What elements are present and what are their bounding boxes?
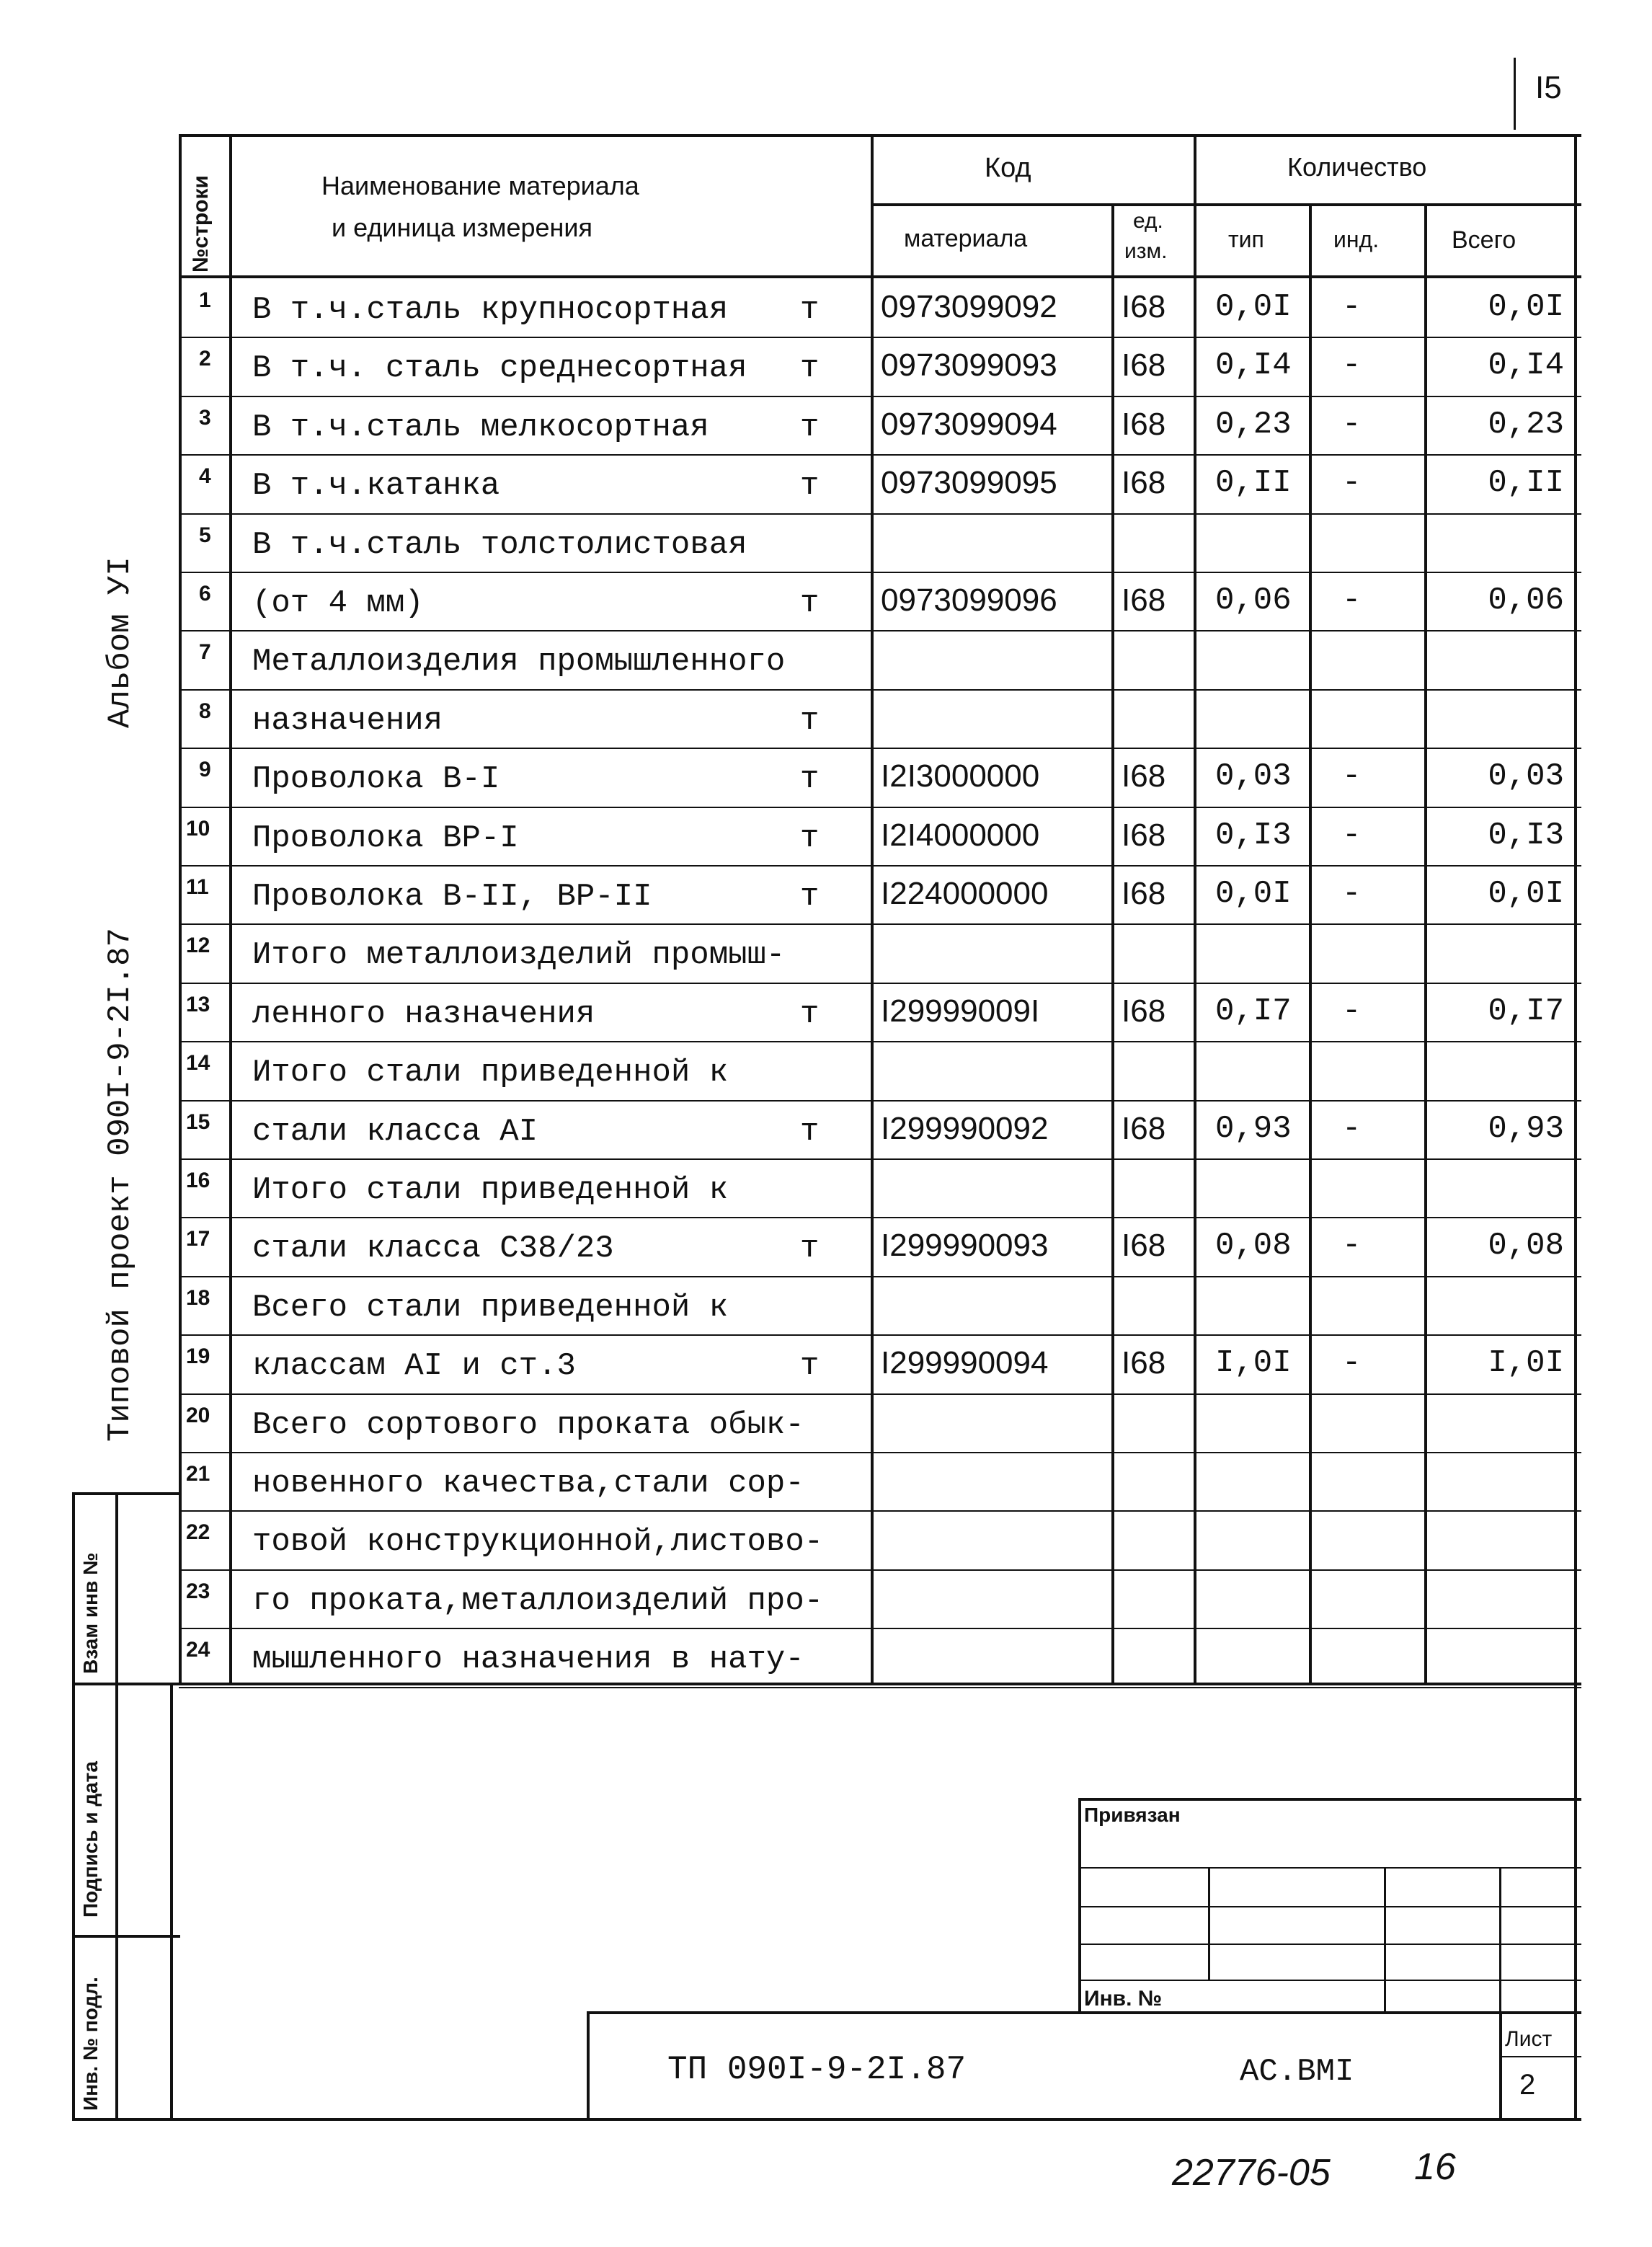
qty-type: 0,03	[1215, 758, 1292, 794]
row-number: 12	[186, 934, 210, 957]
material-code: I29999009I	[881, 993, 1040, 1029]
col-line-type	[1309, 203, 1312, 1685]
privyazan-line3	[1078, 1944, 1581, 1945]
row-divider	[179, 1041, 1581, 1042]
footer-page: 16	[1414, 2146, 1456, 2188]
material-name: В т.ч.сталь крупносортная	[252, 292, 729, 328]
privyazan-col3	[1499, 1867, 1501, 2011]
header-row-number: №строки	[189, 175, 213, 272]
material-code: I2I3000000	[881, 758, 1040, 794]
unit-of-measure: т	[800, 409, 820, 446]
privyazan-line2	[1078, 1906, 1581, 1907]
material-code: 0973099093	[881, 347, 1057, 383]
qty-total: 0,I4	[1488, 347, 1564, 384]
qty-type: 0,93	[1215, 1111, 1292, 1147]
material-name: стали класса С38/23	[252, 1231, 614, 1267]
page-number-mark	[1514, 58, 1516, 130]
col-line-code	[1111, 203, 1114, 1685]
side-stamp-line2	[72, 1935, 180, 1938]
col-line-ind	[1424, 203, 1427, 1685]
row-divider	[179, 689, 1581, 691]
material-name: Проволока В-II, ВР-II	[252, 879, 652, 915]
row-divider	[179, 572, 1581, 573]
header-unit-line1: ед.	[1133, 209, 1163, 233]
row-number: 4	[199, 464, 211, 488]
qty-type: 0,23	[1215, 407, 1292, 443]
material-name: мышленного назначения в нату-	[252, 1641, 804, 1678]
row-number: 6	[199, 582, 211, 606]
privyazan-line1	[1078, 1867, 1581, 1869]
inv-no-label: Инв. №	[1084, 1987, 1163, 2011]
frame-right	[1574, 1683, 1577, 2121]
qty-total: 0,II	[1488, 465, 1564, 501]
qty-total: 0,23	[1488, 407, 1564, 443]
material-name: В т.ч.сталь мелкосортная	[252, 409, 709, 446]
header-type: тип	[1228, 226, 1264, 252]
stamp-mark: АС.ВМI	[1240, 2054, 1354, 2090]
qty-total: 0,03	[1488, 758, 1564, 794]
privyazan-col2	[1384, 1867, 1386, 2011]
material-name: Металлоизделия промышленного	[252, 644, 786, 680]
qty-type: 0,II	[1215, 465, 1292, 501]
table-bottom-border	[179, 1683, 1581, 1685]
qty-type: 0,06	[1215, 582, 1292, 619]
side-stamp-left	[72, 1492, 75, 2121]
unit-of-measure: т	[800, 468, 820, 504]
header-material: материала	[904, 225, 1028, 252]
row-number: 2	[199, 347, 211, 371]
unit-of-measure: т	[800, 350, 820, 386]
side-album-label: Альбом УI	[102, 557, 138, 728]
unit-of-measure: т	[800, 1348, 820, 1384]
privyazan-col1	[1208, 1867, 1210, 1980]
row-divider	[179, 1158, 1581, 1160]
row-divider	[179, 1687, 1581, 1688]
header-split-line	[871, 203, 1581, 206]
material-name: Всего стали приведенной к	[252, 1290, 729, 1326]
row-divider	[179, 748, 1581, 749]
row-number: 5	[199, 523, 211, 547]
header-quantity: Количество	[1287, 152, 1427, 182]
row-number: 1	[199, 288, 211, 312]
row-divider	[179, 1217, 1581, 1218]
row-divider	[179, 865, 1581, 867]
material-name: го проката,металлоизделий про-	[252, 1583, 824, 1619]
material-code: 0973099096	[881, 582, 1057, 618]
unit-of-measure: т	[800, 292, 820, 328]
row-number: 16	[186, 1169, 210, 1192]
row-number: 8	[199, 699, 211, 723]
qty-total: 0,0I	[1488, 876, 1564, 912]
side-project-label: Типовой проект 090I-9-2I.87	[102, 928, 138, 1442]
row-number: 24	[186, 1638, 210, 1662]
unit-of-measure: т	[800, 585, 820, 621]
qty-ind: -	[1342, 876, 1362, 912]
unit-of-measure: т	[800, 879, 820, 915]
material-name: Всего сортового проката обык-	[252, 1407, 804, 1443]
qty-ind: -	[1342, 347, 1362, 384]
unit-code: I68	[1122, 876, 1166, 911]
row-number: 20	[186, 1404, 210, 1427]
material-name: Итого металлоизделий промыш-	[252, 937, 786, 973]
material-code: I299990093	[881, 1228, 1049, 1263]
privyazan-label: Привязан	[1084, 1804, 1181, 1826]
material-code: 0973099095	[881, 465, 1057, 500]
row-number: 19	[186, 1344, 210, 1368]
qty-type: 0,I3	[1215, 817, 1292, 854]
qty-type: 0,0I	[1215, 876, 1292, 912]
row-divider	[179, 1569, 1581, 1571]
qty-total: 0,93	[1488, 1111, 1564, 1147]
row-divider	[179, 454, 1581, 456]
header-bottom-border	[179, 275, 1581, 278]
unit-code: I68	[1122, 465, 1166, 500]
side-stamp-top	[72, 1492, 180, 1495]
row-divider	[179, 1510, 1581, 1512]
material-name: Проволока ВР-I	[252, 820, 519, 856]
row-divider	[179, 807, 1581, 808]
qty-ind: -	[1342, 407, 1362, 443]
unit-code: I68	[1122, 407, 1166, 442]
qty-ind: -	[1342, 582, 1362, 619]
unit-code: I68	[1122, 1228, 1166, 1263]
qty-type: 0,I4	[1215, 347, 1292, 384]
stamp-sheet-number: 2	[1519, 2069, 1536, 2101]
row-divider	[179, 513, 1581, 515]
row-number: 22	[186, 1520, 210, 1544]
qty-total: 0,08	[1488, 1228, 1564, 1264]
row-number: 13	[186, 993, 210, 1016]
qty-total: 0,0I	[1488, 289, 1564, 325]
row-divider	[179, 1628, 1581, 1629]
row-divider	[179, 1276, 1581, 1277]
row-divider	[179, 983, 1581, 984]
page-number: I5	[1535, 70, 1562, 105]
row-divider	[179, 1334, 1581, 1336]
material-code: 0973099094	[881, 407, 1057, 442]
row-divider	[179, 1393, 1581, 1395]
qty-type: 0,I7	[1215, 993, 1292, 1029]
qty-ind: -	[1342, 758, 1362, 794]
qty-ind: -	[1342, 993, 1362, 1029]
material-name: В т.ч.сталь толстолистовая	[252, 527, 747, 563]
row-divider	[179, 396, 1581, 397]
side-vzam-label: Взам инв №	[79, 1552, 102, 1674]
qty-ind: -	[1342, 1111, 1362, 1147]
qty-type: 0,08	[1215, 1228, 1292, 1264]
row-divider	[179, 923, 1581, 925]
frame-bottom	[170, 2118, 1581, 2121]
unit-code: I68	[1122, 993, 1166, 1029]
material-name: (от 4 мм)	[252, 585, 424, 621]
header-total: Всего	[1452, 226, 1516, 254]
unit-of-measure: т	[800, 1231, 820, 1267]
qty-type: 0,0I	[1215, 289, 1292, 325]
header-name-line2: и единица измерения	[332, 213, 593, 242]
material-name: В т.ч. сталь среднесортная	[252, 350, 747, 386]
header-ind: инд.	[1333, 226, 1380, 252]
row-number: 18	[186, 1286, 210, 1310]
material-name: новенного качества,стали сор-	[252, 1466, 804, 1502]
unit-code: I68	[1122, 582, 1166, 618]
side-stamp-bottom	[72, 2118, 180, 2121]
row-divider	[179, 337, 1581, 338]
side-podpis-label: Подпись и дата	[79, 1761, 102, 1918]
unit-code: I68	[1122, 347, 1166, 383]
unit-of-measure: т	[800, 996, 820, 1032]
privyazan-top	[1078, 1798, 1581, 1801]
qty-total: I,0I	[1488, 1345, 1564, 1381]
material-name: Проволока В-I	[252, 761, 500, 797]
row-number: 11	[186, 875, 209, 899]
row-number: 21	[186, 1462, 210, 1486]
unit-code: I68	[1122, 1111, 1166, 1146]
unit-of-measure: т	[800, 703, 820, 739]
stamp-sheet-divider	[1499, 2011, 1502, 2121]
unit-code: I68	[1122, 817, 1166, 853]
material-name: стали класса АI	[252, 1114, 538, 1150]
unit-of-measure: т	[800, 1114, 820, 1150]
material-name: Итого стали приведенной к	[252, 1055, 729, 1091]
stamp-top	[587, 2011, 1581, 2014]
material-code: I224000000	[881, 876, 1049, 911]
stamp-sheet-label: Лист	[1505, 2027, 1553, 2051]
material-name: ленного назначения	[252, 996, 595, 1032]
row-number: 9	[199, 758, 211, 781]
unit-of-measure: т	[800, 820, 820, 856]
stamp-sheet-line	[1499, 2056, 1581, 2057]
material-name: назначения	[252, 703, 443, 739]
row-number: 7	[199, 640, 211, 664]
unit-code: I68	[1122, 1345, 1166, 1380]
row-number: 23	[186, 1579, 210, 1603]
material-code: I2I4000000	[881, 817, 1040, 853]
qty-total: 0,06	[1488, 582, 1564, 619]
privyazan-line4	[1078, 1980, 1581, 1981]
side-stamp-line1	[72, 1683, 180, 1685]
row-divider	[179, 1100, 1581, 1102]
header-name-line1: Наименование материала	[321, 171, 639, 200]
qty-ind: -	[1342, 1345, 1362, 1381]
stamp-doc-code: ТП 090I-9-2I.87	[667, 2051, 967, 2088]
row-number: 14	[186, 1051, 210, 1075]
material-name: классам АI и ст.3	[252, 1348, 576, 1384]
qty-ind: -	[1342, 817, 1362, 854]
row-divider	[179, 630, 1581, 631]
qty-total: 0,I7	[1488, 993, 1564, 1029]
unit-code: I68	[1122, 758, 1166, 794]
unit-code: I68	[1122, 289, 1166, 324]
material-name: товой конструкционной,листово-	[252, 1524, 824, 1560]
row-number: 15	[186, 1110, 210, 1134]
footer-number: 22776-05	[1172, 2152, 1331, 2194]
row-number: 10	[186, 817, 210, 841]
material-code: 0973099092	[881, 289, 1057, 324]
qty-ind: -	[1342, 1228, 1362, 1264]
header-unit-line2: изм.	[1124, 239, 1168, 263]
stamp-left	[587, 2011, 590, 2121]
side-stamp-mid	[115, 1492, 118, 2121]
material-code: I299990092	[881, 1111, 1049, 1146]
material-code: I299990094	[881, 1345, 1049, 1380]
material-name: Итого стали приведенной к	[252, 1172, 729, 1208]
row-divider	[179, 1452, 1581, 1453]
qty-ind: -	[1342, 465, 1362, 501]
qty-ind: -	[1342, 289, 1362, 325]
unit-of-measure: т	[800, 761, 820, 797]
qty-type: I,0I	[1215, 1345, 1292, 1381]
side-inv-podl-label: Инв. № подл.	[79, 1977, 102, 2111]
material-name: В т.ч.катанка	[252, 468, 500, 504]
frame-left	[170, 1683, 173, 2121]
row-number: 17	[186, 1227, 210, 1251]
header-code: Код	[985, 153, 1031, 183]
table-top-border	[179, 134, 1581, 137]
qty-total: 0,I3	[1488, 817, 1564, 854]
row-number: 3	[199, 406, 211, 430]
